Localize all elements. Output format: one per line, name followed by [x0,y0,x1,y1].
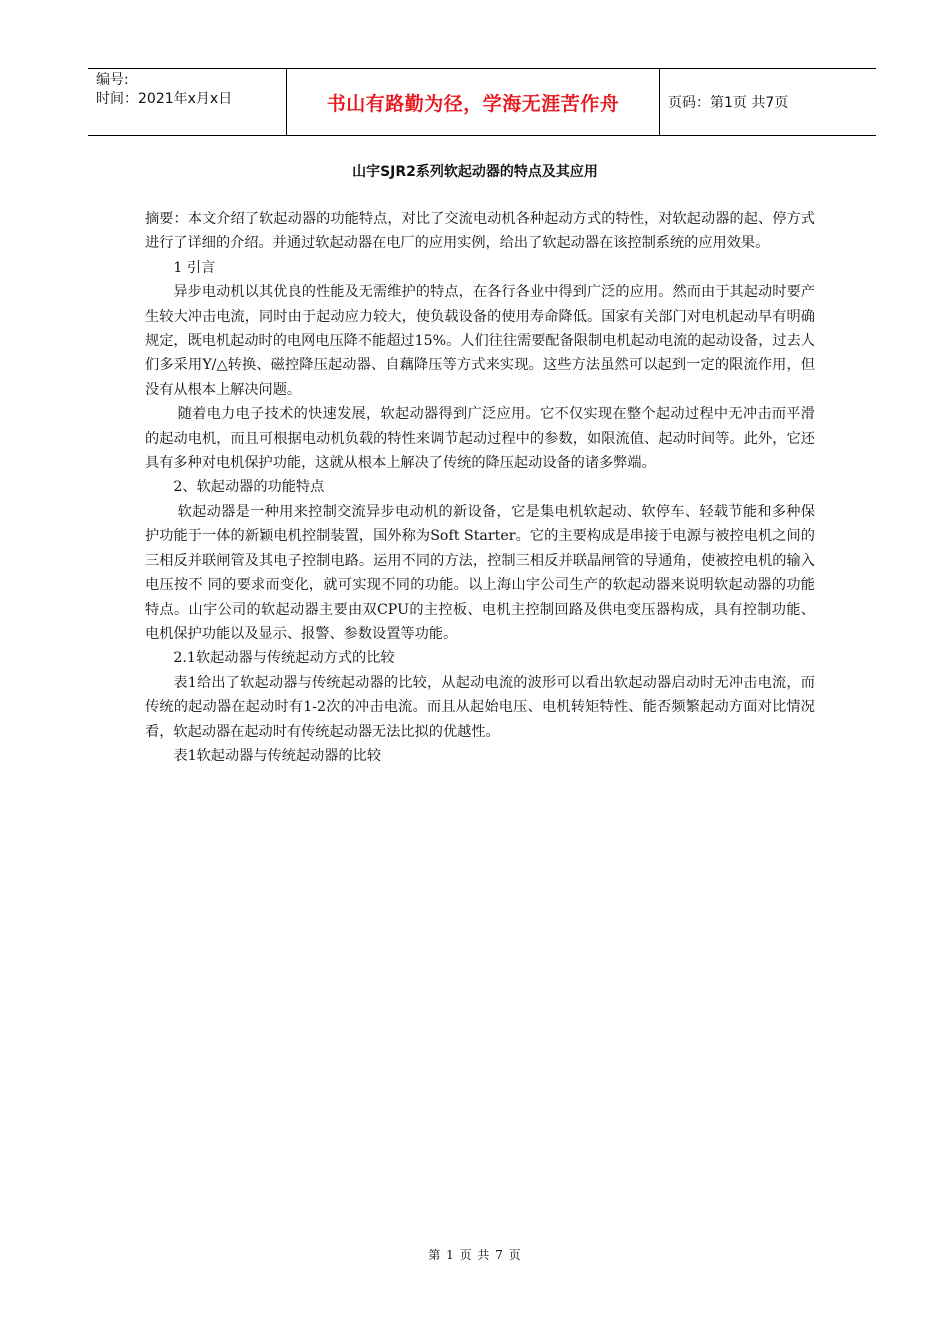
subsection-heading-comparison: 2.1软起动器与传统起动方式的比较 [173,650,395,667]
header-meta [88,69,287,135]
document-body [145,207,815,768]
page-footer: 第 1 页 共 7 页 [428,1248,522,1262]
table-caption: 表1软起动器与传统起动器的比较 [173,747,382,764]
header-page-label: 页码：第1页 共7页 [668,95,789,111]
header-table [88,68,876,136]
body-paragraph: 软起动器是一种用来控制交流异步电动机的新设备，它是集电机软起动、软停车、轻载节能和多种保护功能于一体的新颖电机控制装置，国外称为Soft Starter。它的主要构成是串接于电源与被控电机之间的三相反并联闸管及其电子控制电路。运用不同的方法，控制三相反并联晶闸管的导通角，使被控电机的输入电压按不 同的要求而变化，就可实现不同的功能。以上海山宇公司生产的软起动器来说明软起动器的功能特点。山宇公司的软起动器主要由双CPU的主控板、电机主控制回路及供电变压器构成，具有控制功能、电机保护功能以及显示、报警、参数设置等功能。 [145,503,815,642]
abstract-paragraph: 摘要：本文介绍了软起动器的功能特点，对比了交流电动机各种起动方式的特性，对软起动器的起、停方式进行了详细的介绍。并通过软起动器在电厂的应用实例，给出了软起动器在该控制系统的应用效果。 [145,211,815,252]
body-paragraph: 随着电力电子技术的快速发展，软起动器得到广泛应用。它不仅实现在整个起动过程中无冲击而平滑的起动电机，而且可根据电动机负载的特性来调节起动过程中的参数，如限流值、起动时间等。此外，它还具有多种对电机保护功能，这就从根本上解决了传统的降压起动设备的诸多弊端。 [145,406,815,472]
body-paragraph: 表1给出了软起动器与传统起动器的比较，从起动电流的波形可以看出软起动器启动时无冲击电流，而传统的起动器在起动时有1-2次的冲击电流。而且从起始电压、电机转矩特性、能否频繁起动方面对比情况看，软起动器在起动时有传统起动器无法比拟的优越性。 [145,674,815,740]
document-title: 山宇SJR2系列软起动器的特点及其应用 [352,164,598,180]
body-paragraph: 异步电动机以其优良的性能及无需维护的特点，在各行各业中得到广泛的应用。然而由于其起动时要产生较大冲击电流，同时由于起动应力较大，使负载设备的使用寿命降低。国家有关部门对电机起动早有明确规定，既电机起动时的电网电压降不能超过15%。人们往往需要配备限制电机起动电流的起动设备，过去人们多采用Y/△转换、磁控降压起动器、自藕降压等方式来实现。这些方法虽然可以起到一定的限流作用，但没有从根本上解决问题。 [145,284,815,398]
header-motto: 书山有路勤为径，学海无涯苦作舟 [287,69,660,135]
time-label: 时间：2021年x月x日 [96,91,233,107]
section-heading-intro: 1 引言 [173,259,216,276]
section-heading-features: 2、软起动器的功能特点 [173,479,325,496]
serial-label: 编号: [96,72,129,88]
